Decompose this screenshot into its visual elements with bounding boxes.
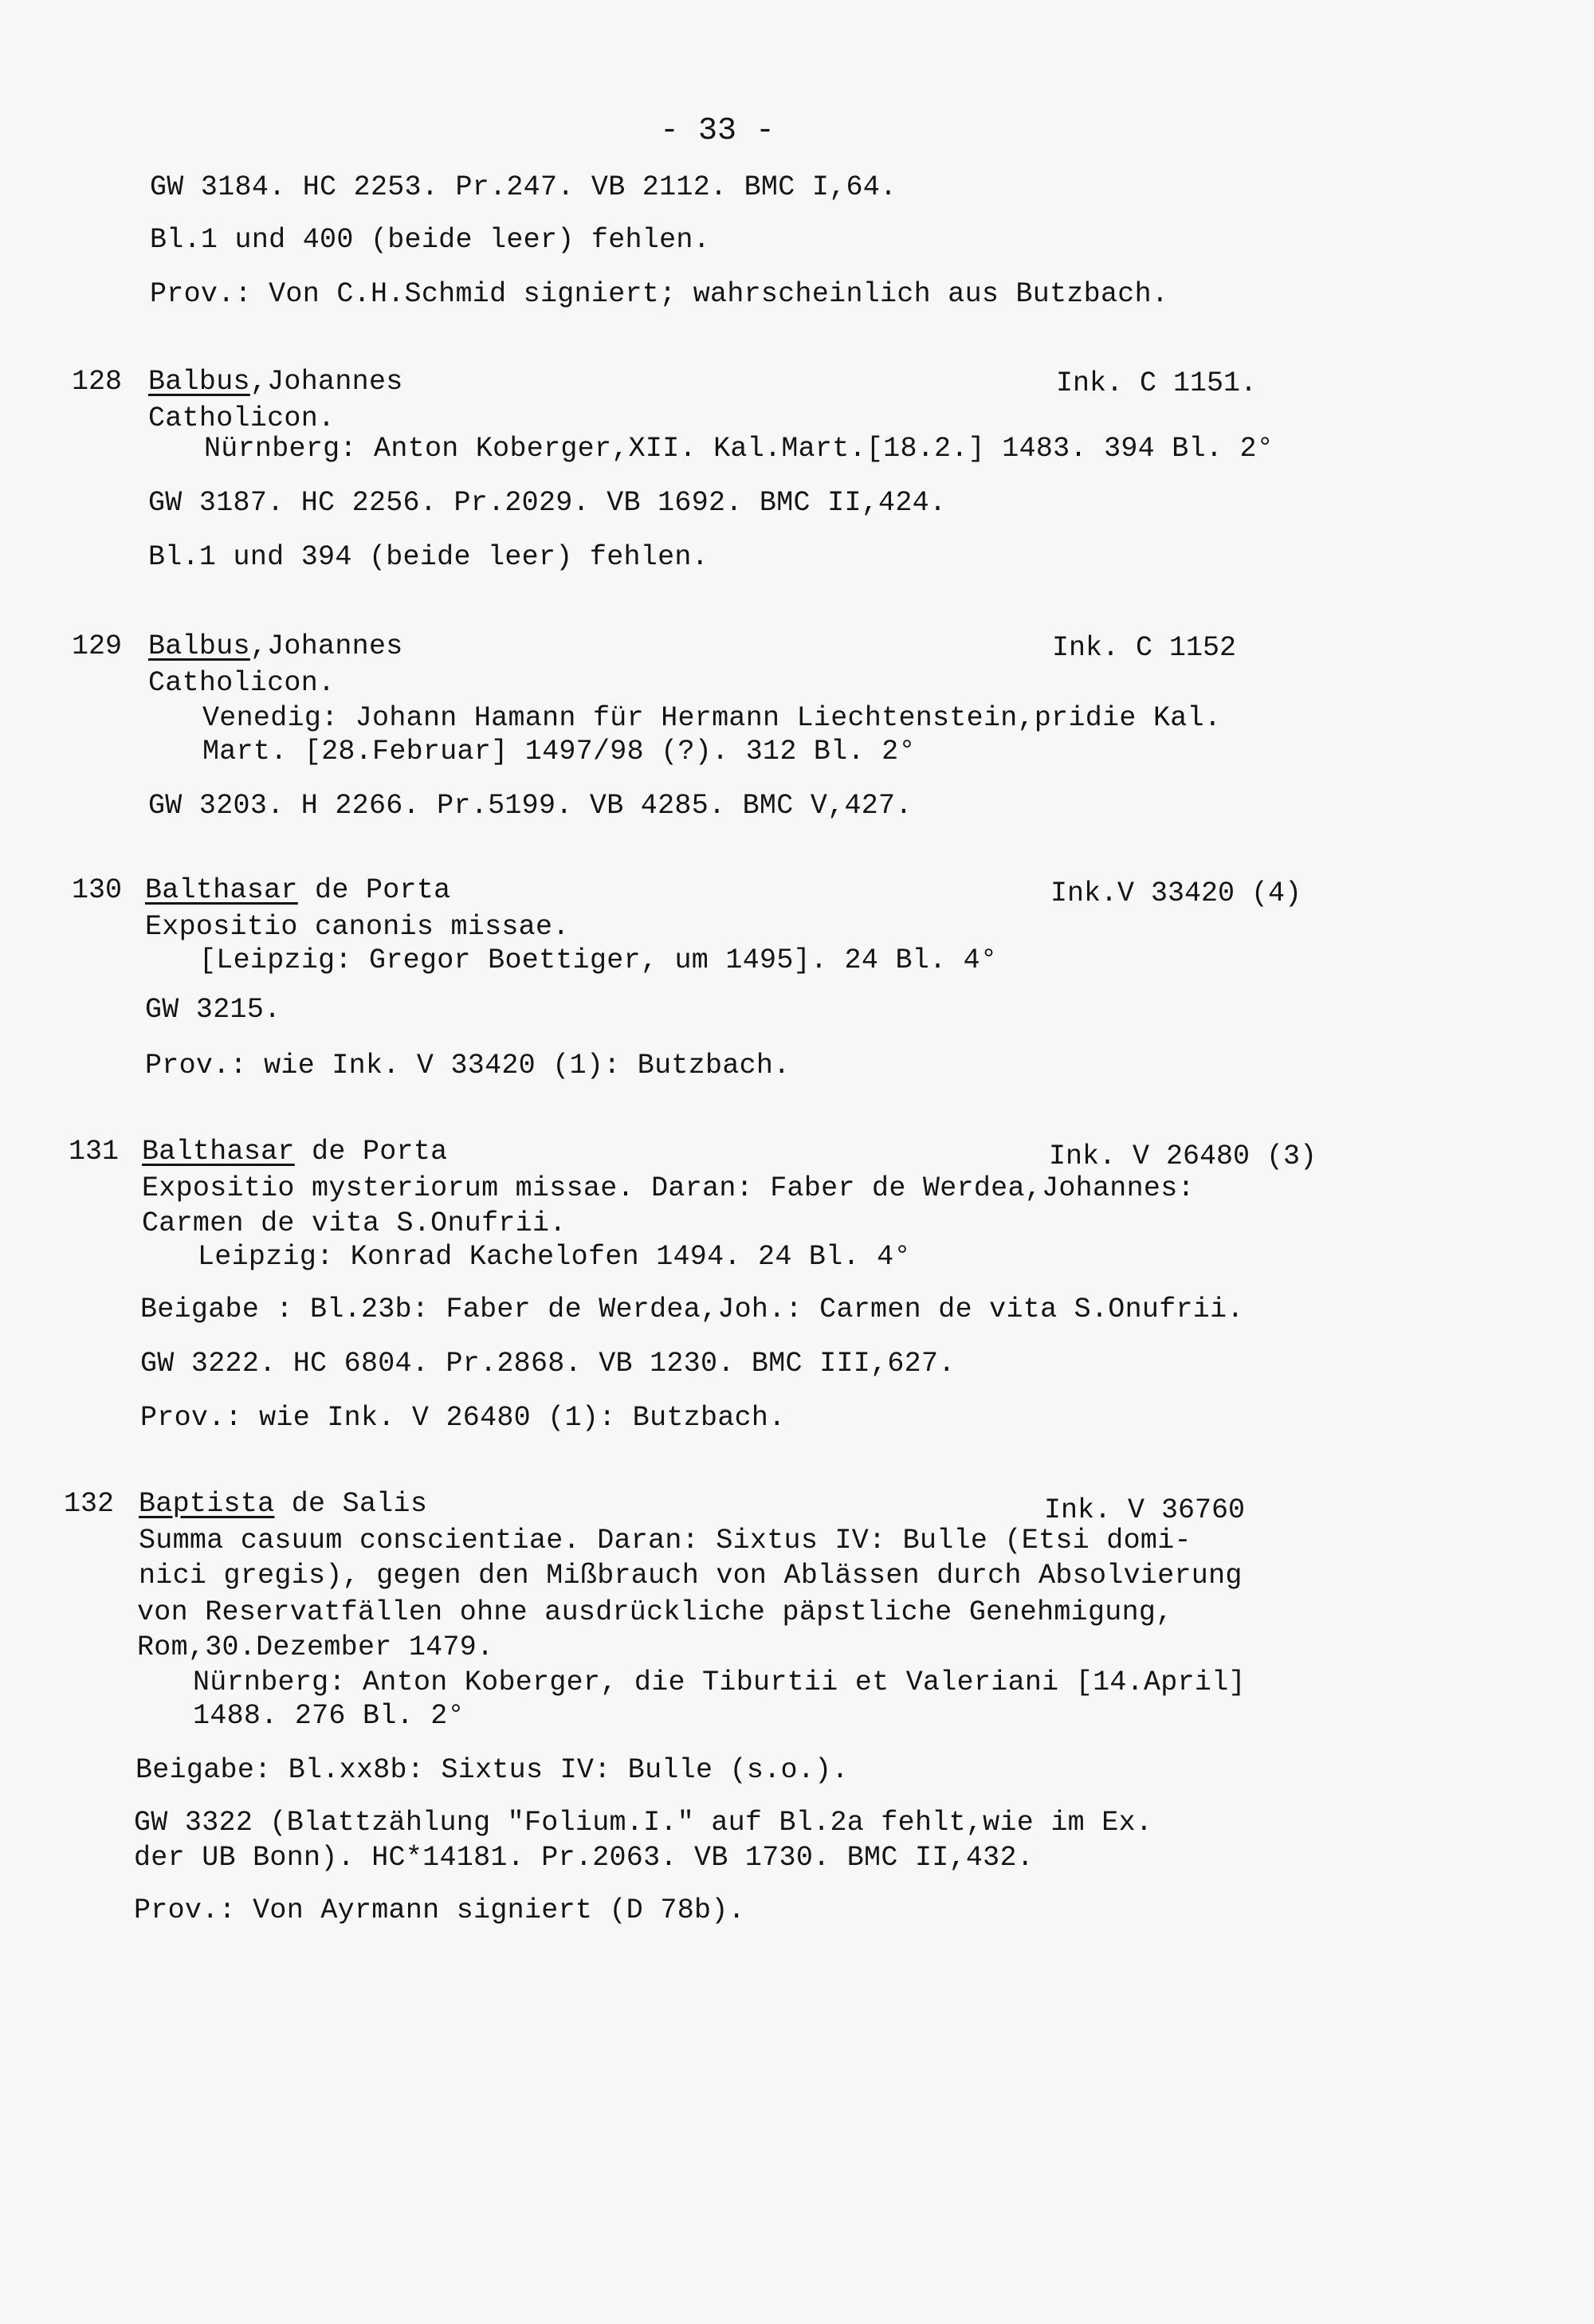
entry-130-note-1: GW 3215. [145, 994, 281, 1026]
entry-128-number: 128 [72, 366, 123, 398]
entry-131-note-2: GW 3222. HC 6804. Pr.2868. VB 1230. BMC III,627. [140, 1348, 956, 1380]
entry-132-imprint-2: 1488. 276 Bl. 2° [193, 1700, 465, 1732]
entry-132-shelfmark: Ink. V 36760 [1044, 1494, 1246, 1526]
intro-line-2: Bl.1 und 400 (beide leer) fehlen. [150, 224, 711, 256]
entry-130-author-line [145, 874, 451, 906]
entry-129-author-line [148, 630, 403, 662]
entry-130-shelfmark: Ink.V 33420 (4) [1050, 877, 1302, 909]
entry-130-title: Expositio canonis missae. [145, 911, 570, 943]
entry-132-note-1: Beigabe: Bl.xx8b: Sixtus IV: Bulle (s.o.). [135, 1754, 849, 1786]
entry-131-author: Balthasar [142, 1136, 295, 1168]
entry-129-note-1: GW 3203. H 2266. Pr.5199. VB 4285. BMC V,427. [148, 790, 913, 822]
entry-131-number: 131 [69, 1136, 120, 1168]
entry-132-note-4: Prov.: Von Ayrmann signiert (D 78b). [134, 1894, 745, 1926]
intro-line-3: Prov.: Von C.H.Schmid signiert; wahrscheinlich aus Butzbach. [150, 278, 1169, 310]
entry-129-imprint-2: Mart. [28.Februar] 1497/98 (?). 312 Bl. 2° [202, 736, 916, 767]
entry-130-note-2: Prov.: wie Ink. V 33420 (1): Butzbach. [145, 1050, 791, 1082]
entry-132-author: Baptista [139, 1488, 275, 1520]
entry-131-shelfmark: Ink. V 26480 (3) [1049, 1140, 1317, 1172]
entry-131-author-rest: de Porta [294, 1136, 448, 1168]
entry-128-author-line [148, 368, 403, 396]
entry-129-shelfmark: Ink. C 1152 [1052, 632, 1237, 664]
entry-128-imprint: Nürnberg: Anton Koberger,XII. Kal.Mart.[18.2.] 1483. 394 Bl. 2° [204, 433, 1274, 465]
page-number: - 33 - [660, 113, 775, 149]
entry-131-note-3: Prov.: wie Ink. V 26480 (1): Butzbach. [140, 1402, 786, 1434]
entry-130-number: 130 [72, 874, 123, 906]
entry-132-title-1: Summa casuum conscientiae. Daran: Sixtus IV: Bulle (Etsi domi- [139, 1525, 1192, 1557]
entry-132-note-2: GW 3322 (Blattzählung "Folium.I." auf Bl.2a fehlt,wie im Ex. [134, 1807, 1153, 1839]
entry-132-author-line [139, 1490, 427, 1518]
entry-130-author-rest: de Porta [297, 874, 451, 906]
entry-128-author: Balbus [148, 366, 250, 398]
entry-129-author: Balbus [148, 630, 250, 662]
entry-130-imprint: [Leipzig: Gregor Boettiger, um 1495]. 24 Bl. 4° [199, 944, 998, 976]
entry-132-number: 132 [64, 1488, 115, 1520]
entry-128-title: Catholicon. [148, 402, 336, 434]
entry-132-note-3: der UB Bonn). HC*14181. Pr.2063. VB 1730. BMC II,432. [134, 1842, 1035, 1874]
entry-128-author-rest: ,Johannes [249, 366, 403, 398]
entry-131-imprint: Leipzig: Konrad Kachelofen 1494. 24 Bl. 4° [198, 1241, 911, 1273]
entry-131-note-1: Beigabe : Bl.23b: Faber de Werdea,Joh.: Carmen de vita S.Onufrii. [140, 1294, 1244, 1325]
entry-132-imprint-1: Nürnberg: Anton Koberger, die Tiburtii et Valeriani [14.April] [193, 1666, 1246, 1698]
entry-131-author-line [142, 1138, 447, 1166]
entry-129-author-rest: ,Johannes [249, 630, 403, 662]
entry-130-author: Balthasar [145, 874, 298, 906]
entry-132-title-2: nici gregis), gegen den Mißbrauch von Ablässen durch Absolvierung [139, 1560, 1243, 1592]
entry-129-title: Catholicon. [148, 667, 336, 699]
entry-129-number: 129 [72, 630, 123, 662]
intro-line-1: GW 3184. HC 2253. Pr.247. VB 2112. BMC I,64. [150, 171, 897, 203]
entry-131-title-2: Carmen de vita S.Onufrii. [142, 1207, 567, 1239]
entry-128-note-1: GW 3187. HC 2256. Pr.2029. VB 1692. BMC II,424. [148, 487, 947, 519]
entry-128-shelfmark: Ink. C 1151. [1056, 367, 1258, 399]
entry-128-note-2: Bl.1 und 394 (beide leer) fehlen. [148, 541, 709, 573]
entry-131-title-1: Expositio mysteriorum missae. Daran: Faber de Werdea,Johannes: [142, 1172, 1195, 1204]
entry-132-author-rest: de Salis [274, 1488, 428, 1520]
entry-132-title-4: Rom,30.Dezember 1479. [137, 1631, 494, 1663]
entry-132-title-3: von Reservatfällen ohne ausdrückliche päpstliche Genehmigung, [137, 1596, 1173, 1628]
entry-129-imprint-1: Venedig: Johann Hamann für Hermann Liechtenstein,pridie Kal. [202, 702, 1222, 734]
